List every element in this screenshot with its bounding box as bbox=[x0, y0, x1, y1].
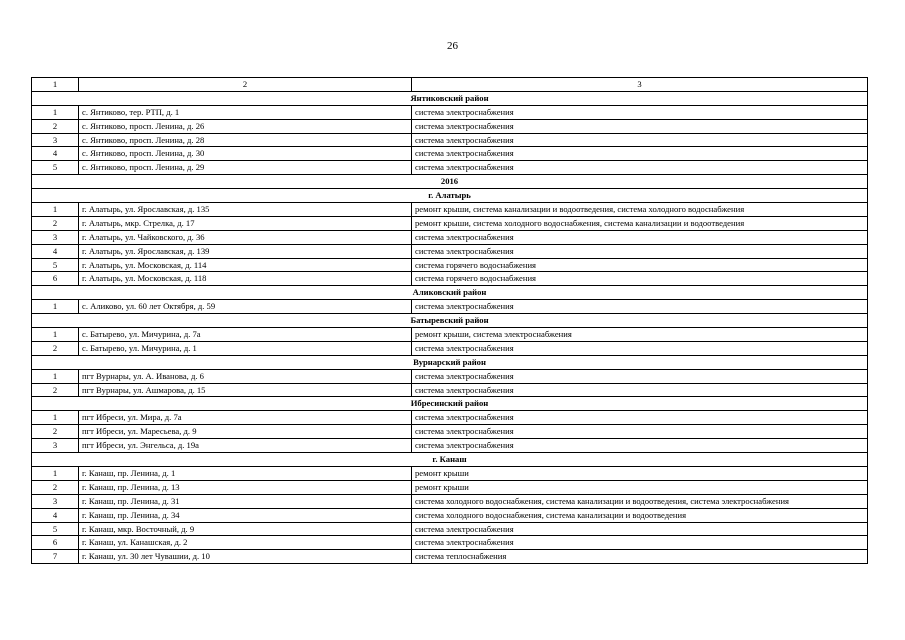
address-cell: с. Янтиково, просп. Ленина, д. 30 bbox=[79, 147, 412, 161]
table-row bbox=[32, 216, 868, 230]
table-row bbox=[32, 230, 868, 244]
row-number: 2 bbox=[32, 119, 79, 133]
section-heading: Янтиковский район bbox=[32, 91, 868, 105]
section-heading-row bbox=[32, 189, 868, 203]
table-row bbox=[32, 105, 868, 119]
address-cell: с. Янтиково, просп. Ленина, д. 28 bbox=[79, 133, 412, 147]
table-row bbox=[32, 536, 868, 550]
row-number: 7 bbox=[32, 550, 79, 564]
address-cell: г. Алатырь, мкр. Стрелка, д. 17 bbox=[79, 216, 412, 230]
works-cell: система электроснабжения bbox=[412, 383, 868, 397]
row-number: 1 bbox=[32, 300, 79, 314]
address-cell: с. Батырево, ул. Мичурина, д. 1 bbox=[79, 341, 412, 355]
row-number: 5 bbox=[32, 522, 79, 536]
table-row bbox=[32, 494, 868, 508]
address-cell: пгт Ибреси, ул. Мира, д. 7а bbox=[79, 411, 412, 425]
table-row bbox=[32, 383, 868, 397]
section-heading-row bbox=[32, 355, 868, 369]
section-heading: Ибресинский район bbox=[32, 397, 868, 411]
row-number: 4 bbox=[32, 508, 79, 522]
address-cell: пгт Вурнары, ул. Ашмарова, д. 15 bbox=[79, 383, 412, 397]
works-cell: система электроснабжения bbox=[412, 230, 868, 244]
row-number: 1 bbox=[32, 369, 79, 383]
works-cell: система электроснабжения bbox=[412, 536, 868, 550]
works-cell: система электроснабжения bbox=[412, 119, 868, 133]
address-cell: г. Алатырь, ул. Чайковского, д. 36 bbox=[79, 230, 412, 244]
column-number-header bbox=[32, 78, 868, 92]
table-row bbox=[32, 369, 868, 383]
table-row bbox=[32, 272, 868, 286]
table-row bbox=[32, 300, 868, 314]
row-number: 3 bbox=[32, 439, 79, 453]
table-row bbox=[32, 258, 868, 272]
works-cell: система электроснабжения bbox=[412, 133, 868, 147]
address-cell: пгт Вурнары, ул. А. Иванова, д. 6 bbox=[79, 369, 412, 383]
address-cell: г. Алатырь, ул. Московская, д. 114 bbox=[79, 258, 412, 272]
works-cell: система электроснабжения bbox=[412, 147, 868, 161]
table-row bbox=[32, 466, 868, 480]
row-number: 4 bbox=[32, 147, 79, 161]
row-number: 5 bbox=[32, 258, 79, 272]
section-heading: г. Алатырь bbox=[32, 189, 868, 203]
works-cell: система электроснабжения bbox=[412, 341, 868, 355]
section-heading: г. Канаш bbox=[32, 453, 868, 467]
section-heading: Батыревский район bbox=[32, 314, 868, 328]
works-cell: система электроснабжения bbox=[412, 369, 868, 383]
address-cell: пгт Ибреси, ул. Энгельса, д. 19а bbox=[79, 439, 412, 453]
works-cell: ремонт крыши, система электроснабжения bbox=[412, 328, 868, 342]
address-cell: с. Аликово, ул. 60 лет Октября, д. 59 bbox=[79, 300, 412, 314]
section-heading-row bbox=[32, 175, 868, 189]
table-body bbox=[32, 78, 868, 564]
header-col-3: 3 bbox=[412, 78, 868, 92]
table-row bbox=[32, 147, 868, 161]
section-heading: Вурнарский район bbox=[32, 355, 868, 369]
table-row bbox=[32, 508, 868, 522]
works-cell: система электроснабжения bbox=[412, 105, 868, 119]
address-cell: пгт Ибреси, ул. Маресьева, д. 9 bbox=[79, 425, 412, 439]
header-col-2: 2 bbox=[79, 78, 412, 92]
works-cell: ремонт крыши bbox=[412, 466, 868, 480]
row-number: 2 bbox=[32, 480, 79, 494]
row-number: 3 bbox=[32, 133, 79, 147]
works-cell: система горячего водоснабжения bbox=[412, 272, 868, 286]
row-number: 1 bbox=[32, 466, 79, 480]
section-heading-row bbox=[32, 91, 868, 105]
address-cell: г. Канаш, пр. Ленина, д. 34 bbox=[79, 508, 412, 522]
table-row bbox=[32, 119, 868, 133]
table-row bbox=[32, 341, 868, 355]
table-row bbox=[32, 161, 868, 175]
row-number: 5 bbox=[32, 161, 79, 175]
table-row bbox=[32, 522, 868, 536]
row-number: 3 bbox=[32, 230, 79, 244]
table-row bbox=[32, 550, 868, 564]
section-heading-row bbox=[32, 314, 868, 328]
section-heading-row bbox=[32, 397, 868, 411]
address-cell: с. Янтиково, просп. Ленина, д. 26 bbox=[79, 119, 412, 133]
address-cell: с. Батырево, ул. Мичурина, д. 7а bbox=[79, 328, 412, 342]
table-row bbox=[32, 244, 868, 258]
page-number: 26 bbox=[447, 40, 458, 52]
row-number: 1 bbox=[32, 328, 79, 342]
address-cell: г. Канаш, мкр. Восточный, д. 9 bbox=[79, 522, 412, 536]
works-cell: система электроснабжения bbox=[412, 300, 868, 314]
works-cell: система электроснабжения bbox=[412, 522, 868, 536]
row-number: 2 bbox=[32, 216, 79, 230]
works-cell: система электроснабжения bbox=[412, 411, 868, 425]
address-cell: г. Алатырь, ул. Ярославская, д. 139 bbox=[79, 244, 412, 258]
works-cell: система холодного водоснабжения, система канализации и водоотведения, система электроснабжения bbox=[412, 494, 868, 508]
address-cell: с. Янтиково, просп. Ленина, д. 29 bbox=[79, 161, 412, 175]
section-heading-row bbox=[32, 286, 868, 300]
table-row bbox=[32, 203, 868, 217]
row-number: 1 bbox=[32, 105, 79, 119]
section-heading: 2016 bbox=[32, 175, 868, 189]
address-cell: г. Алатырь, ул. Ярославская, д. 135 bbox=[79, 203, 412, 217]
address-cell: с. Янтиково, тер. РТП, д. 1 bbox=[79, 105, 412, 119]
works-cell: система электроснабжения bbox=[412, 425, 868, 439]
address-cell: г. Канаш, ул. 30 лет Чувашии, д. 10 bbox=[79, 550, 412, 564]
table-row bbox=[32, 439, 868, 453]
address-cell: г. Канаш, пр. Ленина, д. 1 bbox=[79, 466, 412, 480]
works-cell: система теплоснабжения bbox=[412, 550, 868, 564]
row-number: 2 bbox=[32, 425, 79, 439]
row-number: 2 bbox=[32, 341, 79, 355]
row-number: 4 bbox=[32, 244, 79, 258]
address-cell: г. Канаш, пр. Ленина, д. 31 bbox=[79, 494, 412, 508]
works-cell: ремонт крыши, система канализации и водоотведения, система холодного водоснабжения bbox=[412, 203, 868, 217]
works-cell: ремонт крыши bbox=[412, 480, 868, 494]
repair-register-table bbox=[31, 77, 868, 564]
works-cell: ремонт крыши, система холодного водоснабжения, система канализации и водоотведения bbox=[412, 216, 868, 230]
row-number: 3 bbox=[32, 494, 79, 508]
row-number: 2 bbox=[32, 383, 79, 397]
works-cell: система электроснабжения bbox=[412, 439, 868, 453]
table-row bbox=[32, 480, 868, 494]
works-cell: система горячего водоснабжения bbox=[412, 258, 868, 272]
row-number: 1 bbox=[32, 203, 79, 217]
row-number: 6 bbox=[32, 536, 79, 550]
table-row bbox=[32, 411, 868, 425]
row-number: 1 bbox=[32, 411, 79, 425]
header-col-1: 1 bbox=[32, 78, 79, 92]
address-cell: г. Алатырь, ул. Московская, д. 118 bbox=[79, 272, 412, 286]
table-row bbox=[32, 133, 868, 147]
row-number: 6 bbox=[32, 272, 79, 286]
section-heading: Аликовский район bbox=[32, 286, 868, 300]
works-cell: система холодного водоснабжения, система канализации и водоотведения bbox=[412, 508, 868, 522]
address-cell: г. Канаш, ул. Канашская, д. 2 bbox=[79, 536, 412, 550]
works-cell: система электроснабжения bbox=[412, 244, 868, 258]
table-row bbox=[32, 328, 868, 342]
section-heading-row bbox=[32, 453, 868, 467]
works-cell: система электроснабжения bbox=[412, 161, 868, 175]
table-row bbox=[32, 425, 868, 439]
address-cell: г. Канаш, пр. Ленина, д. 13 bbox=[79, 480, 412, 494]
